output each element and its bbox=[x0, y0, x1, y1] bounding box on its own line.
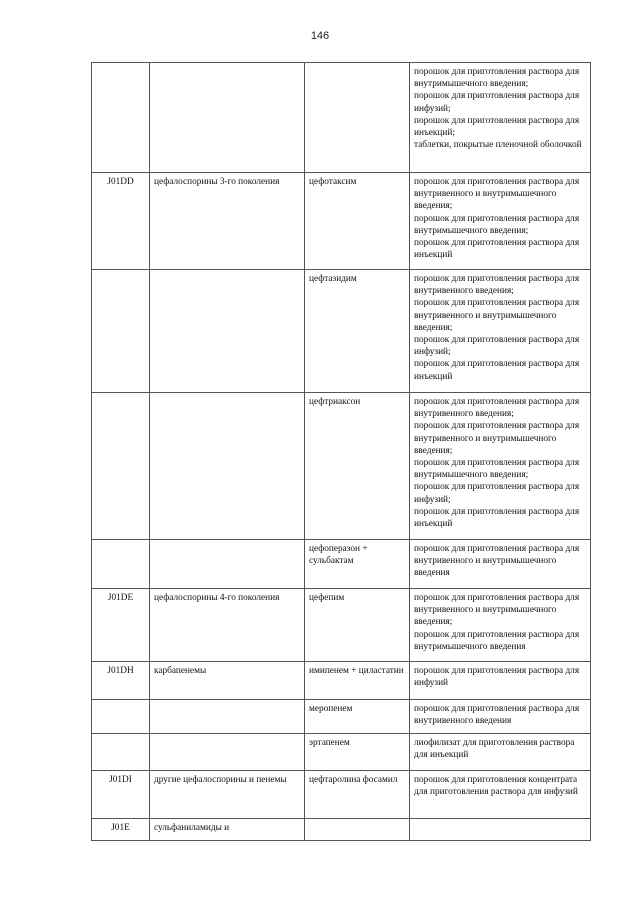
atc-code-cell bbox=[92, 270, 150, 393]
table-row bbox=[92, 173, 591, 270]
atc-code-cell bbox=[92, 734, 150, 771]
table-row bbox=[92, 393, 591, 540]
atc-code-cell bbox=[92, 540, 150, 589]
drug-cell: цефоперазон + сульбактам bbox=[305, 540, 410, 589]
atc-code-cell bbox=[92, 700, 150, 734]
group-cell: цефалоспорины 4-го поколения bbox=[150, 589, 305, 662]
table-row bbox=[92, 270, 591, 393]
drug-cell: цефтазидим bbox=[305, 270, 410, 393]
group-cell bbox=[150, 540, 305, 589]
group-cell: другие цефалоспорины и пенемы bbox=[150, 771, 305, 819]
drug-cell: цефотаксим bbox=[305, 173, 410, 270]
atc-code-cell: J01DI bbox=[92, 771, 150, 819]
dosage-form-cell: порошок для приготовления раствора для внутривенного введения; порошок для приготовления раствора для внутривенного и внутримышечного введения; порошок для приготовления раствора для внутримышечного введения; порошок для приготовления раствора для инфузий; порошок для приготовления раствора для инъекций bbox=[410, 393, 591, 540]
atc-code-cell: J01DE bbox=[92, 589, 150, 662]
drug-table bbox=[91, 62, 591, 841]
dosage-form-cell: порошок для приготовления раствора для внутримышечного введения; порошок для приготовления раствора для инфузий; порошок для приготовления раствора для инъекций; таблетки, покрытые пленочной оболочкой bbox=[410, 63, 591, 173]
drug-cell: цефтаролина фосамил bbox=[305, 771, 410, 819]
atc-code-cell bbox=[92, 63, 150, 173]
group-cell: карбапенемы bbox=[150, 662, 305, 700]
dosage-form-cell: порошок для приготовления раствора для внутривенного и внутримышечного введения; порошок для приготовления раствора для внутримышечного введения bbox=[410, 589, 591, 662]
drug-cell bbox=[305, 819, 410, 841]
dosage-form-cell: порошок для приготовления раствора для внутривенного и внутримышечного введения bbox=[410, 540, 591, 589]
dosage-form-cell bbox=[410, 819, 591, 841]
table-row bbox=[92, 589, 591, 662]
atc-code-cell: J01E bbox=[92, 819, 150, 841]
drug-cell: имипенем + циластатин bbox=[305, 662, 410, 700]
table-row bbox=[92, 819, 591, 841]
drug-cell: цефепим bbox=[305, 589, 410, 662]
group-cell bbox=[150, 63, 305, 173]
group-cell: цефалоспорины 3-го поколения bbox=[150, 173, 305, 270]
group-cell bbox=[150, 734, 305, 771]
drug-cell: эртапенем bbox=[305, 734, 410, 771]
drug-cell: цефтриаксон bbox=[305, 393, 410, 540]
page-number: 146 bbox=[310, 30, 330, 42]
atc-code-cell bbox=[92, 393, 150, 540]
group-cell bbox=[150, 270, 305, 393]
dosage-form-cell: порошок для приготовления раствора для инфузий bbox=[410, 662, 591, 700]
atc-code-cell: J01DD bbox=[92, 173, 150, 270]
dosage-form-cell: лиофилизат для приготовления раствора для инъекций bbox=[410, 734, 591, 771]
group-cell bbox=[150, 700, 305, 734]
table-row bbox=[92, 700, 591, 734]
dosage-form-cell: порошок для приготовления раствора для внутривенного введения; порошок для приготовления раствора для внутривенного и внутримышечного введения; порошок для приготовления раствора для инфузий; порошок для приготовления раствора для инъекций bbox=[410, 270, 591, 393]
table-row bbox=[92, 63, 591, 173]
table-row bbox=[92, 734, 591, 771]
table-row bbox=[92, 540, 591, 589]
group-cell: сульфаниламиды и bbox=[150, 819, 305, 841]
group-cell bbox=[150, 393, 305, 540]
dosage-form-cell: порошок для приготовления раствора для внутривенного и внутримышечного введения; порошок для приготовления раствора для внутримышечного введения; порошок для приготовления раствора для инъекций bbox=[410, 173, 591, 270]
dosage-form-cell: порошок для приготовления концентрата для приготовления раствора для инфузий bbox=[410, 771, 591, 819]
drug-cell: меропенем bbox=[305, 700, 410, 734]
atc-code-cell: J01DH bbox=[92, 662, 150, 700]
dosage-form-cell: порошок для приготовления раствора для внутривенного введения bbox=[410, 700, 591, 734]
table-row bbox=[92, 662, 591, 700]
table-row bbox=[92, 771, 591, 819]
drug-cell bbox=[305, 63, 410, 173]
